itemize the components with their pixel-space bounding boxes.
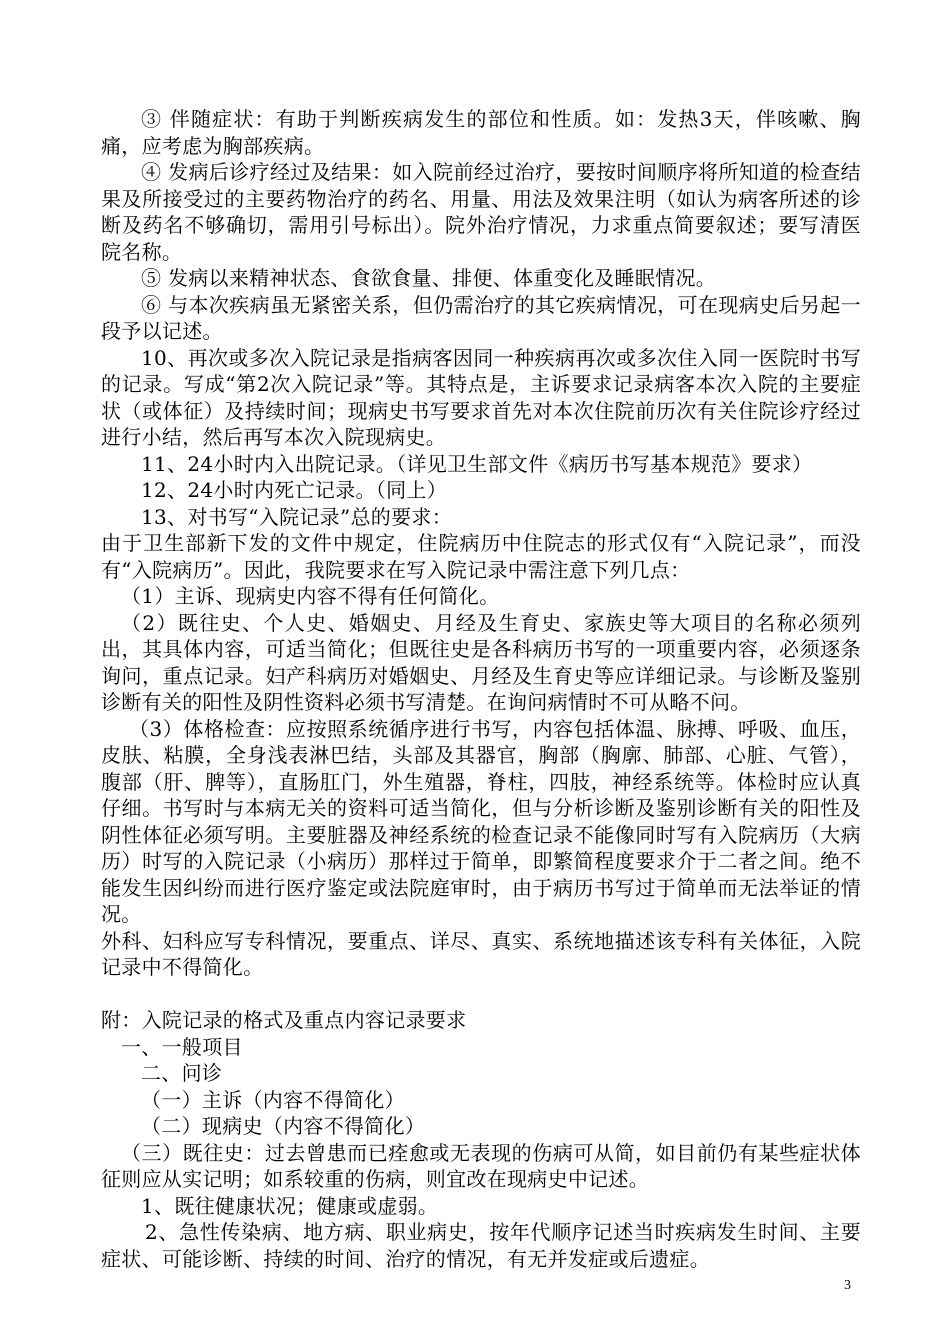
section-inquiry: 二、问诊 <box>141 1061 223 1085</box>
item-past-health: 1、既往健康状况；健康或虚弱。 <box>141 1193 439 1218</box>
paragraph-point-2: （2）既往史、个人史、婚姻史、月经及生育史、家族史等大项目的名称必须列出，其具体内容，可适当简化；但既往史是各科病历书写的一项重要内容，必须逐条询问，重点记录。妇产科病历对婚姻史、月经及生育史等应详细记录。与诊断及鉴别诊断有关的阳性及阴性资料必须书写清楚。在询问病情时不可从略不问。 <box>101 610 861 714</box>
section-present-illness: （二）现病史（内容不得简化） <box>141 1114 426 1138</box>
paragraph-point-1: （1）主诉、现病史内容不得有任何简化。 <box>121 584 500 608</box>
document-body <box>101 106 861 1272</box>
paragraph-general-requirements: 13、对书写“入院记录”总的要求： <box>141 504 452 529</box>
page-number: 3 <box>844 1278 851 1293</box>
paragraph-specialty: 外科、妇科应写专科情况，要重点、详尽、真实、系统地描述该专科有关体征，入院记录中不得简化。 <box>101 928 861 979</box>
section-chief-complaint: （一）主诉（内容不得简化） <box>141 1087 405 1112</box>
paragraph-other-diseases: ⑥ 与本次疾病虽无紧密关系，但仍需治疗的其它疾病情况，可在现病史后另起一段予以记述。 <box>101 292 861 343</box>
paragraph-point-3: （3）体格检查：应按照系统循序进行书写，内容包括体温、脉搏、呼吸、血压，皮肤、粘膜，全身浅表淋巴结，头部及其器官，胸部（胸廓、肺部、心脏、气管），腹部（肝、脾等），直肠肛门，外生殖器，脊柱，四肢，神经系统等。体检时应认真仔细。书写时与本病无关的资料可适当简化，但与分析诊断及鉴别诊断有关的阳性及阴性体征必须写明。主要脏器及神经系统的检查记录不能像同时写有入院病历（大病历）时写的入院记录（小病历）那样过于简单，即繁简程度要求介于二者之间。绝不能发生因纠纷而进行医疗鉴定或法院庭审时，由于病历书写过于简单而无法举证的情况。 <box>101 716 861 926</box>
appendix-heading: 附：入院记录的格式及重点内容记录要求 <box>101 1008 467 1032</box>
paragraph-regulation-note: 由于卫生部新下发的文件中规定，住院病历中住院志的形式仅有“入院记录”，而没有“入院病历”。因此，我院要求在写入院记录中需注意下列几点： <box>101 531 861 582</box>
paragraph-readmission-record: 10、再次或多次入院记录是指病客因同一种疾病再次或多次住入同一医院时书写的记录。写成“第2次入院记录”等。其特点是，主诉要求记录病客本次入院的主要症状（或体征）及持续时间；现病史书写要求首先对本次住院前历次有关住院诊疗经过进行小结，然后再写本次入院现病史。 <box>101 345 861 449</box>
section-general-items: 一、一般项目 <box>121 1034 243 1059</box>
paragraph-accompanying-symptoms: ③ 伴随症状：有助于判断疾病发生的部位和性质。如：发热3天，伴咳嗽、胸痛，应考虑为胸部疾病。 <box>101 107 861 158</box>
paragraph-treatment-history: ④ 发病后诊疗经过及结果：如入院前经过治疗，要按时间顺序将所知道的检查结果及所接受过的主要药物治疗的药名、用量、用法及效果注明（如认为病客所述的诊断及药名不够确切，需用引号标出）。院外治疗情况，力求重点简要叙述；要写清医院名称。 <box>101 160 861 264</box>
paragraph-mental-state: ⑤ 发病以来精神状态、食欲食量、排便、体重变化及睡眠情况。 <box>141 266 717 290</box>
paragraph-24h-admission-discharge: 11、24小时内入出院记录。（详见卫生部文件《病历书写基本规范》要求） <box>141 451 813 476</box>
blank-line <box>101 981 861 1008</box>
paragraph-24h-death-record: 12、24小时内死亡记录。（同上） <box>141 478 447 502</box>
item-infectious-disease: 2、急性传染病、地方病、职业病史，按年代顺序记述当时疾病发生时间、主要症状、可能诊断、持续的时间、治疗的情况，有无并发症或后遗症。 <box>101 1220 861 1271</box>
section-past-history: （三）既往史：过去曾患而已痊愈或无表现的伤病可从简，如目前仍有某些症状体征则应从实记明；如系较重的伤病，则宜改在现病史中记述。 <box>101 1140 861 1191</box>
